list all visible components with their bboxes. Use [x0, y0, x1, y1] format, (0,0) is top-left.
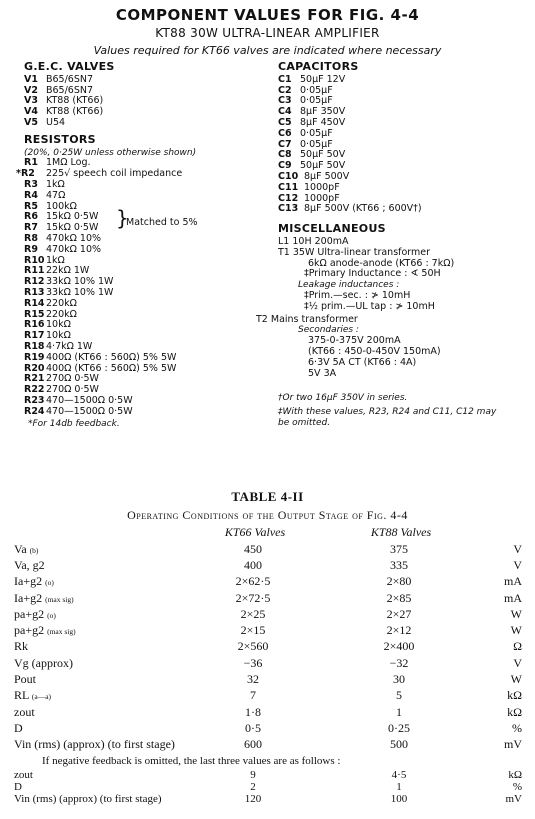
misc-footnote-1: †Or two 16μF 350V in series.	[278, 393, 408, 404]
capacitor-row: C13 8μF 500V (KT66 ; 600V†)	[278, 203, 422, 215]
resistors-heading: RESISTORS	[24, 132, 96, 146]
t2-detail: 6·3V 5A CT (KT66 : 4A)	[308, 356, 417, 368]
table-caption: Operating Conditions of the Output Stage of Fig. 4-4	[127, 508, 408, 522]
resistors-footnote: *For 14db feedback.	[28, 418, 120, 429]
misc-l1: L1 10H 200mA	[278, 235, 349, 247]
kt66-note: Values required for KT66 valves are indicated where necessary	[93, 44, 442, 57]
table-row: Va, g2 400 335 V	[14, 557, 522, 572]
table-row: D 0·5 0·25 %	[14, 720, 522, 735]
capacitor-row: C3 0·05μF	[278, 95, 333, 107]
resistor-row: R23470—1500Ω 0·5W	[24, 394, 133, 406]
valve-row: V5 U54	[24, 116, 66, 128]
resistor-row: R22270Ω 0·5W	[24, 384, 99, 396]
capacitor-row: C11 1000pF	[278, 181, 340, 193]
resistor-row: R8 470kΩ 10%	[24, 232, 102, 244]
valve-row: V1 B65/6SN7	[24, 73, 94, 85]
capacitor-row: C5 8μF 450V	[278, 116, 346, 128]
table-row: RL (a—a) 7 5 kΩ	[14, 688, 522, 703]
resistor-row: R15220kΩ	[24, 308, 77, 320]
t1-detail: ‡Prim.—sec. : ≯ 10mH	[304, 289, 411, 301]
resistor-row: R9 470kΩ 10%	[24, 243, 102, 255]
resistor-row: R20400Ω (KT66 : 560Ω) 5% 5W	[24, 362, 177, 374]
misc-t1: T1 35W Ultra-linear transformer	[278, 246, 431, 258]
valve-row: V3 KT88 (KT66)	[24, 95, 104, 107]
resistor-row: R4 47Ω	[24, 189, 66, 201]
resistor-row: R1122kΩ 1W	[24, 265, 90, 277]
table-row: Vg (approx) −36 −32 V	[14, 655, 522, 670]
capacitor-row: C6 0·05μF	[278, 127, 333, 139]
capacitor-row: C1 50μF 12V	[278, 73, 346, 85]
table-row: Vin (rms) (approx) (to first stage) 120 100 mV	[14, 793, 522, 806]
table-title: TABLE 4-II	[231, 489, 304, 504]
page-title: COMPONENT VALUES FOR FIG. 4-4	[115, 6, 420, 24]
left-column	[16, 60, 274, 429]
resistor-row: R3 1kΩ	[24, 178, 65, 190]
valve-row: V2 B65/6SN7	[24, 84, 94, 96]
t1-detail: Leakage inductances :	[298, 280, 400, 291]
table-row: D 2 1 %	[14, 781, 522, 794]
misc-heading: MISCELLANEOUS	[278, 222, 386, 236]
resistor-row: R21270Ω 0·5W	[24, 373, 99, 385]
t2-detail: Secondaries :	[298, 325, 359, 336]
resistor-row: R7 15kΩ 0·5W } Matched to 5%	[24, 206, 198, 234]
table-row: Ia+g2 (max sig) 2×72·5 2×85 mA	[14, 590, 522, 605]
capacitors-heading: CAPACITORS	[278, 60, 359, 73]
resistors-note: (20%, 0·25W unless otherwise shown)	[24, 147, 197, 158]
misc-t2: T2 Mains transformer	[256, 313, 358, 325]
table-row: Vin (rms) (approx) (to first stage) 600 500 mV	[14, 737, 522, 752]
table-row: Va (b) 450 375 V	[14, 541, 522, 556]
t1-detail: 6kΩ anode-anode (KT66 : 7kΩ)	[308, 257, 455, 269]
table-row: Pout 32 30 W	[14, 672, 522, 687]
resistor-row: *R2 225√ speech coil impedance	[16, 168, 183, 180]
table-row: Rk 2×560 2×400 Ω	[14, 639, 522, 654]
resistor-row: R1233kΩ 10% 1W	[24, 276, 114, 288]
t2-detail: 375-0-375V 200mA	[308, 335, 401, 347]
col-header-kt88: KT88 Valves	[370, 525, 432, 539]
capacitor-row: C8 50μF 50V	[278, 149, 346, 161]
misc-footnote-2: ‡With these values, R23, R24 and C11, C12 may be omitted.	[278, 407, 497, 428]
page-subtitle: KT88 30W ULTRA-LINEAR AMPLIFIER	[155, 26, 380, 40]
resistor-row: R5 100kΩ	[24, 200, 77, 212]
t1-detail: ‡½ prim.—UL tap : ≯ 10mH	[304, 300, 435, 312]
t1-detail: ‡Primary Inductance : ∢ 50H	[304, 268, 441, 280]
capacitor-row: C4 8μF 350V	[278, 106, 346, 118]
t2-detail: (KT66 : 450-0-450V 150mA)	[308, 345, 441, 357]
table-row: pa+g2 (max sig) 2×15 2×12 W	[14, 623, 522, 638]
valve-row: V4 KT88 (KT66)	[24, 106, 104, 118]
col-header-kt66: KT66 Valves	[224, 525, 286, 539]
resistor-row: R1333kΩ 10% 1W	[24, 286, 114, 298]
t2-detail: 5V 3A	[308, 367, 337, 379]
matched-note: Matched to 5%	[126, 217, 198, 229]
capacitor-row: C10 8μF 500V	[278, 170, 350, 182]
table-row: pa+g2 (o) 2×25 2×27 W	[14, 606, 522, 621]
resistor-row: R1 1MΩ Log.	[24, 157, 91, 169]
resistor-row: R6 15kΩ 0·5W	[24, 211, 99, 223]
valves-heading: G.E.C. VALVES	[24, 60, 115, 73]
capacitor-row: C2 0·05μF	[278, 84, 333, 96]
matched-brace: }	[116, 206, 129, 231]
table-row: Ia+g2 (o) 2×62·5 2×80 mA	[14, 574, 522, 589]
table-row: zout 9 4·5 kΩ	[14, 769, 522, 782]
feedback-note-row: If negative feedback is omitted, the last three values are as follows :	[42, 755, 341, 767]
capacitor-row: C9 50μF 50V	[278, 160, 346, 172]
capacitor-row: C12 1000pF	[278, 192, 340, 204]
resistor-row: R101kΩ	[24, 254, 65, 266]
resistor-row: R14220kΩ	[24, 297, 77, 309]
table-row: zout 1·8 1 kΩ	[14, 704, 522, 719]
resistor-row: R1710kΩ	[24, 330, 71, 342]
right-column	[256, 60, 528, 428]
resistor-row: R1610kΩ	[24, 319, 71, 331]
resistor-row: R184·7kΩ 1W	[24, 340, 93, 352]
operating-table	[14, 541, 522, 805]
resistor-row: R19400Ω (KT66 : 560Ω) 5% 5W	[24, 351, 177, 363]
capacitor-row: C7 0·05μF	[278, 138, 333, 150]
resistor-row: R24470—1500Ω 0·5W	[24, 405, 133, 417]
